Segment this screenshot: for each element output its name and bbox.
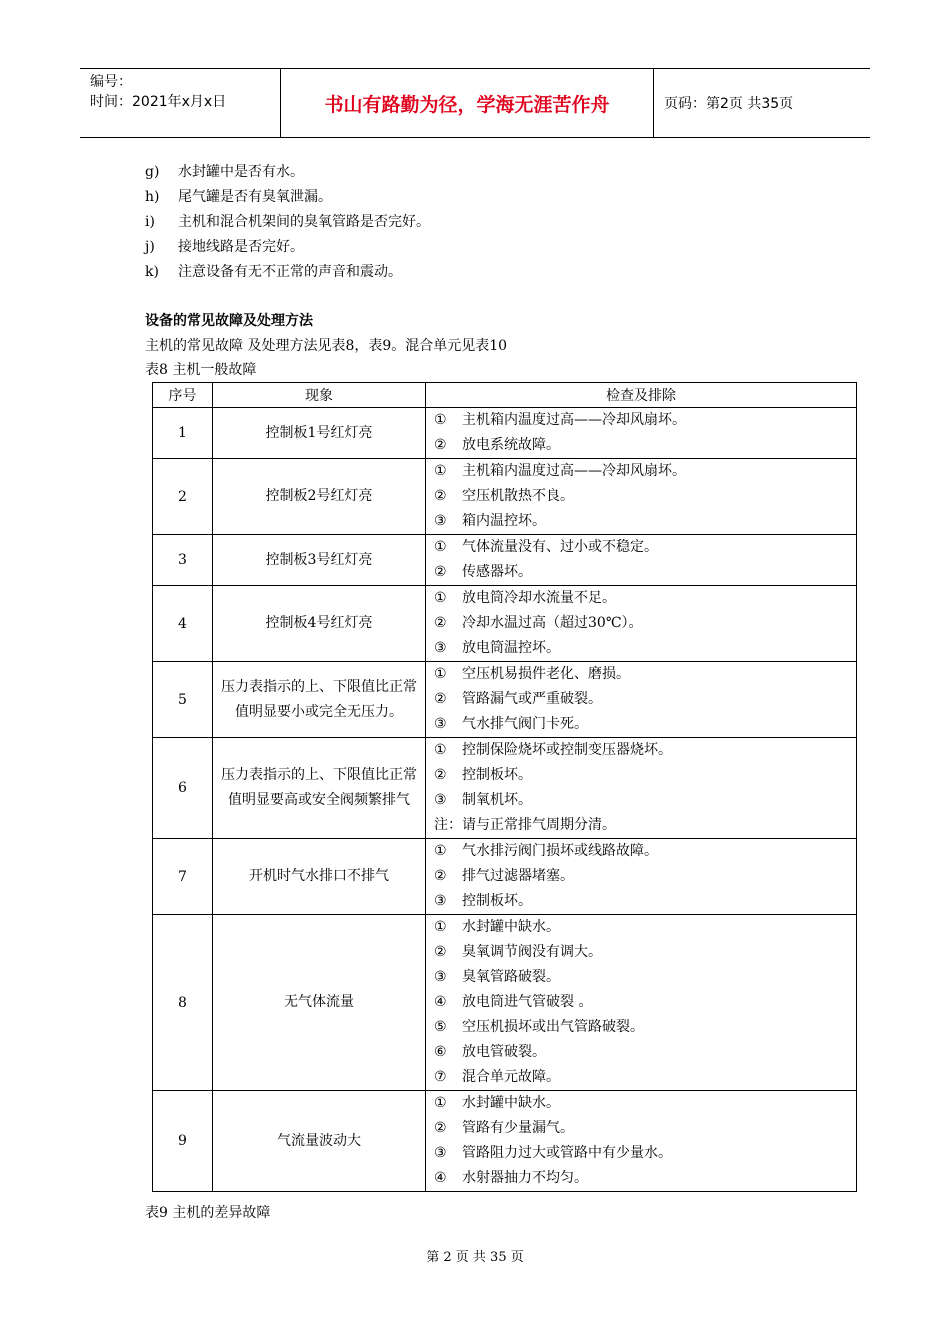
step-marker: ② [434, 691, 447, 707]
step-marker: ② [434, 437, 447, 453]
step-text: 空压机易损件老化、磨损。 [462, 666, 630, 682]
step-marker: ③ [434, 716, 447, 732]
check-step [434, 712, 856, 737]
row-checks [426, 459, 857, 535]
check-item-label: j) [145, 239, 155, 255]
check-step [434, 459, 856, 484]
row-number: 5 [153, 662, 213, 738]
table-row [153, 408, 857, 459]
step-marker: ⑥ [434, 1044, 447, 1060]
step-text: 主机箱内温度过高——冷却风扇坏。 [462, 463, 686, 479]
step-text: 空压机损坏或出气管路破裂。 [462, 1019, 644, 1035]
step-text: 冷却水温过高（超过30℃）。 [462, 615, 643, 631]
check-item [145, 260, 430, 285]
check-step [434, 763, 856, 788]
row-number: 3 [153, 535, 213, 586]
step-marker: ① [434, 919, 447, 935]
check-step [434, 864, 856, 889]
row-checks [426, 535, 857, 586]
check-item [145, 160, 430, 185]
step-marker: ⑦ [434, 1069, 447, 1085]
step-text: 臭氧管路破裂。 [462, 969, 560, 985]
check-step [434, 990, 856, 1015]
row-symptom: 控制板3号红灯亮 [213, 535, 426, 586]
step-text: 放电筒冷却水流量不足。 [462, 590, 616, 606]
check-step [434, 1116, 856, 1141]
check-step [434, 636, 856, 661]
check-step [434, 1141, 856, 1166]
row-symptom: 气流量波动大 [213, 1091, 426, 1192]
table9-caption: 表9 主机的差异故障 [145, 1205, 271, 1221]
page-footer: 第 2 页 共 35 页 [426, 1250, 524, 1265]
step-marker: ③ [434, 893, 447, 909]
check-step [434, 662, 856, 687]
check-item-text: 水封罐中是否有水。 [178, 164, 304, 180]
step-marker: ① [434, 463, 447, 479]
step-text: 控制保险烧坏或控制变压器烧坏。 [462, 742, 672, 758]
check-step [434, 813, 856, 838]
step-text: 水射器抽力不均匀。 [462, 1170, 588, 1186]
row-number: 1 [153, 408, 213, 459]
row-number: 2 [153, 459, 213, 535]
step-text: 放电系统故障。 [462, 437, 560, 453]
date-label: 时间：2021年x月x日 [90, 94, 227, 110]
page-header [80, 68, 870, 138]
check-step [434, 1065, 856, 1090]
check-step [434, 889, 856, 914]
step-text: 放电筒温控坏。 [462, 640, 560, 656]
check-step [434, 940, 856, 965]
check-step [434, 1166, 856, 1191]
row-number: 8 [153, 915, 213, 1091]
check-item-text: 尾气罐是否有臭氧泄漏。 [178, 189, 332, 205]
check-step [434, 611, 856, 636]
row-checks [426, 408, 857, 459]
step-marker: ③ [434, 513, 447, 529]
row-symptom: 控制板4号红灯亮 [213, 586, 426, 662]
table-row [153, 662, 857, 738]
step-marker: ① [434, 412, 447, 428]
step-text: 臭氧调节阀没有调大。 [462, 944, 602, 960]
header-no: 序号 [153, 383, 213, 408]
check-step [434, 484, 856, 509]
code-label: 编号： [90, 74, 132, 90]
row-symptom: 压力表指示的上、下限值比正常值明显要小或完全无压力。 [213, 662, 426, 738]
check-item [145, 210, 430, 235]
check-step [434, 408, 856, 433]
check-step [434, 509, 856, 534]
step-text: 气水排污阀门损坏或线路故障。 [462, 843, 658, 859]
step-marker: ④ [434, 994, 447, 1010]
row-symptom: 控制板2号红灯亮 [213, 459, 426, 535]
check-item-label: i) [145, 214, 155, 230]
step-marker: ④ [434, 1170, 447, 1186]
header-symptom: 现象 [213, 383, 426, 408]
table-row [153, 915, 857, 1091]
row-checks [426, 586, 857, 662]
check-step [434, 687, 856, 712]
step-marker: ② [434, 767, 447, 783]
step-marker: ① [434, 590, 447, 606]
check-item [145, 185, 430, 210]
check-step [434, 535, 856, 560]
table8-caption: 表8 主机一般故障 [145, 362, 257, 378]
step-text: 管路漏气或严重破裂。 [462, 691, 602, 707]
step-text: 混合单元故障。 [462, 1069, 560, 1085]
step-text: 主机箱内温度过高——冷却风扇坏。 [462, 412, 686, 428]
step-text: 箱内温控坏。 [462, 513, 546, 529]
row-number: 4 [153, 586, 213, 662]
section-intro: 主机的常见故障 及处理方法见表8，表9。混合单元见表10 [145, 338, 508, 354]
row-checks [426, 738, 857, 839]
step-text: 控制板坏。 [462, 893, 532, 909]
check-item-label: g) [145, 164, 160, 180]
check-step [434, 433, 856, 458]
step-marker: ② [434, 1120, 447, 1136]
step-marker: ② [434, 944, 447, 960]
step-marker: ① [434, 843, 447, 859]
step-text: 放电管破裂。 [462, 1044, 546, 1060]
header-meta [80, 69, 281, 137]
check-item-label: h) [145, 189, 160, 205]
check-step [434, 965, 856, 990]
check-step [434, 560, 856, 585]
check-step [434, 1040, 856, 1065]
step-text: 管路有少量漏气。 [462, 1120, 574, 1136]
header-motto: 书山有路勤为径，学海无涯苦作舟 [281, 69, 654, 137]
table-row [153, 586, 857, 662]
step-marker: ② [434, 615, 447, 631]
table-row [153, 459, 857, 535]
check-item-text: 注意设备有无不正常的声音和震动。 [178, 264, 402, 280]
check-step [434, 1015, 856, 1040]
step-marker: ② [434, 564, 447, 580]
check-item-label: k) [145, 264, 159, 280]
check-item-text: 主机和混合机架间的臭氧管路是否完好。 [178, 214, 430, 230]
row-number: 9 [153, 1091, 213, 1192]
row-number: 6 [153, 738, 213, 839]
step-marker: ② [434, 488, 447, 504]
row-checks [426, 915, 857, 1091]
table-header-row [153, 383, 857, 408]
step-text: 放电筒进气管破裂 。 [462, 994, 593, 1010]
table-row [153, 738, 857, 839]
table-row [153, 839, 857, 915]
step-text: 管路阻力过大或管路中有少量水。 [462, 1145, 672, 1161]
row-symptom: 无气体流量 [213, 915, 426, 1091]
header-page-info: 页码：第2页 共35页 [664, 96, 794, 112]
table-row [153, 535, 857, 586]
step-marker: ① [434, 666, 447, 682]
step-text: 注：请与正常排气周期分清。 [434, 817, 616, 833]
step-marker: ⑤ [434, 1019, 447, 1035]
step-text: 传感器坏。 [462, 564, 532, 580]
check-step [434, 788, 856, 813]
check-item-text: 接地线路是否完好。 [178, 239, 304, 255]
step-marker: ② [434, 868, 447, 884]
check-step [434, 915, 856, 940]
row-symptom: 开机时气水排口不排气 [213, 839, 426, 915]
step-text: 水封罐中缺水。 [462, 1095, 560, 1111]
row-checks [426, 839, 857, 915]
step-text: 水封罐中缺水。 [462, 919, 560, 935]
table-row [153, 1091, 857, 1192]
row-symptom: 压力表指示的上、下限值比正常值明显要高或安全阀频繁排气 [213, 738, 426, 839]
check-item [145, 235, 430, 260]
check-step [434, 1091, 856, 1116]
check-step [434, 738, 856, 763]
step-marker: ③ [434, 792, 447, 808]
fault-table [152, 382, 857, 1192]
step-text: 空压机散热不良。 [462, 488, 574, 504]
check-list [145, 160, 430, 285]
check-step [434, 586, 856, 611]
header-check: 检查及排除 [426, 383, 857, 408]
step-text: 制氧机坏。 [462, 792, 532, 808]
row-checks [426, 1091, 857, 1192]
step-marker: ① [434, 1095, 447, 1111]
step-text: 气水排气阀门卡死。 [462, 716, 588, 732]
step-marker: ③ [434, 1145, 447, 1161]
check-step [434, 839, 856, 864]
step-marker: ① [434, 539, 447, 555]
step-text: 气体流量没有、过小或不稳定。 [462, 539, 658, 555]
section-title: 设备的常见故障及处理方法 [145, 313, 313, 329]
step-text: 控制板坏。 [462, 767, 532, 783]
row-checks [426, 662, 857, 738]
step-marker: ③ [434, 969, 447, 985]
row-number: 7 [153, 839, 213, 915]
step-marker: ① [434, 742, 447, 758]
row-symptom: 控制板1号红灯亮 [213, 408, 426, 459]
step-marker: ③ [434, 640, 447, 656]
step-text: 排气过滤器堵塞。 [462, 868, 574, 884]
